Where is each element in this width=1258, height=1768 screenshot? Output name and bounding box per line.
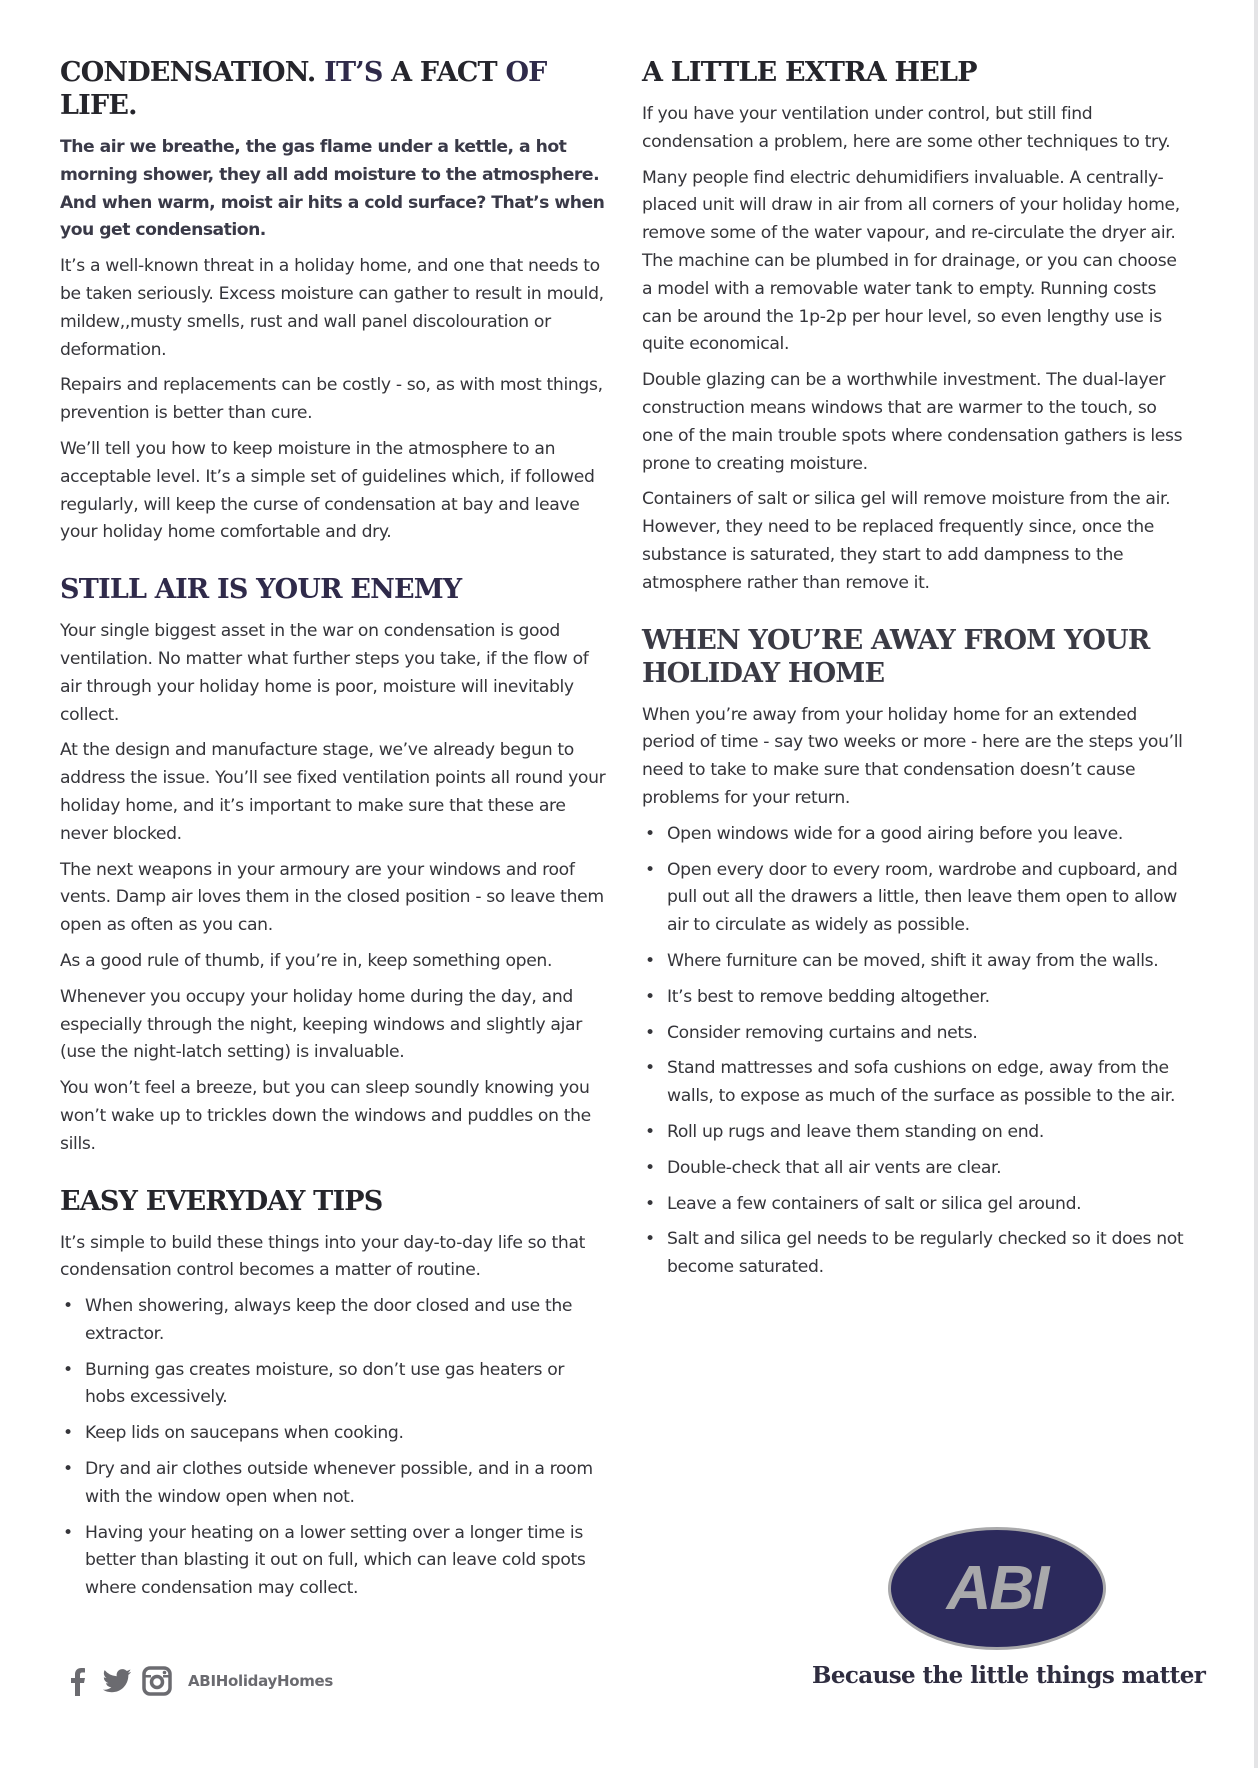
section-condensation-fact	[60, 56, 608, 547]
list-item: • Roll up rugs and leave them standing on end.	[642, 1119, 1190, 1147]
right-column	[642, 56, 1190, 1290]
list-item: • Stand mattresses and sofa cushions on edge, away from the walls, to expose as much of the surface as possible to the air.	[642, 1055, 1190, 1111]
bullet: •	[645, 859, 655, 880]
bullet: •	[645, 1022, 655, 1043]
paragraph: We’ll tell you how to keep moisture in the atmosphere to an acceptable level. It’s a simple set of guidelines which, if followed regularly, will keep the curse of condensation at bay and leave your holiday home comfortable and dry.	[60, 438, 595, 543]
list-item: • Burning gas creates moisture, so don’t use gas heaters or hobs excessively.	[60, 1357, 608, 1413]
instagram-icon[interactable]	[142, 1666, 172, 1696]
tagline: Because the little things matter	[812, 1662, 1206, 1689]
heading-condensation-fact: CONDENSATION. IT’S A FACT OF LIFE.	[60, 57, 547, 121]
bullet: •	[645, 823, 655, 844]
bullet: •	[63, 1423, 73, 1444]
page-edge	[1254, 0, 1258, 1768]
section-easy-tips	[60, 1185, 608, 1604]
heading-extra-help: A LITTLE EXTRA HELP	[642, 57, 977, 88]
bullet: •	[63, 1296, 73, 1317]
list-item: • Keep lids on saucepans when cooking.	[60, 1420, 608, 1448]
section-extra-help	[642, 56, 1190, 598]
bullet: •	[645, 1121, 655, 1142]
bullet: •	[63, 1522, 73, 1543]
abi-logo	[886, 1525, 1108, 1652]
bullet: •	[645, 1157, 655, 1178]
list-item: • Open windows wide for a good airing before you leave.	[642, 821, 1190, 849]
heading-away-from-home: WHEN YOU’RE AWAY FROM YOUR HOLIDAY HOME	[642, 624, 1150, 689]
social-handle[interactable]: ABIHolidayHomes	[188, 1672, 334, 1690]
list-item: • Double-check that all air vents are clear.	[642, 1155, 1190, 1183]
bullet: •	[645, 1058, 655, 1079]
heading-easy-tips: EASY EVERYDAY TIPS	[60, 1185, 383, 1217]
list-item: • Where furniture can be moved, shift it away from the walls.	[642, 948, 1190, 976]
twitter-icon[interactable]	[102, 1666, 132, 1696]
paragraph: Repairs and replacements can be costly - so, as with most things, prevention is better than cure.	[60, 375, 603, 424]
paragraph: At the design and manufacture stage, we’ve already begun to address the issue. You’ll see fixed ventilation points all round your holiday home, and it’s important to make sure that these are never blocked.	[60, 740, 606, 844]
section-still-air	[60, 573, 608, 1158]
list-item: • Salt and silica gel needs to be regularly checked so it does not become saturated.	[642, 1226, 1190, 1282]
list-item: • When showering, always keep the door closed and use the extractor.	[60, 1293, 608, 1349]
tips-list	[60, 1293, 608, 1603]
list-item: • Leave a few containers of salt or silica gel around.	[642, 1191, 1190, 1219]
paragraph: Your single biggest asset in the war on condensation is good ventilation. No matter what further steps you take, if the flow of air through your holiday home is poor, moisture will inevitably collect.	[60, 621, 589, 725]
list-item: • Consider removing curtains and nets.	[642, 1020, 1190, 1048]
paragraph: Whenever you occupy your holiday home during the day, and especially through the night, keeping windows and slightly ajar (use the night-latch setting) is invaluable.	[60, 986, 582, 1063]
bullet: •	[645, 950, 655, 971]
list-item: • Dry and air clothes outside whenever possible, and in a room with the window open when not.	[60, 1456, 608, 1512]
bullet: •	[645, 986, 655, 1007]
bullet: •	[63, 1359, 73, 1380]
svg-text:ABI: ABI	[946, 1554, 1048, 1623]
paragraph: Containers of salt or silica gel will remove moisture from the air. However, they need to be replaced frequently since, once the substance is saturated, they start to add dampness to the atmosphere rather than remove it.	[642, 489, 1171, 593]
social-links	[62, 1666, 333, 1696]
paragraph: Many people find electric dehumidifiers invaluable. A centrally-placed unit will draw in air from all corners of your holiday home, remove some of the water vapour, and re-circulate the dryer air. The machine can be plumbed in for drainage, or you can choose a model with a removable water tank to empty. Running costs can be around the 1p-2p per hour level, so even lengthy use is quite economical.	[642, 167, 1180, 355]
list-item: • Open every door to every room, wardrobe and cupboard, and pull out all the drawers a little, then leave them open to allow air to circulate as widely as possible.	[642, 857, 1190, 940]
paragraph: When you’re away from your holiday home for an extended period of time - say two weeks or more - here are the steps you’ll need to take to make sure that condensation doesn’t cause problems for your return.	[642, 704, 1183, 808]
list-item: • It’s best to remove bedding altogether.	[642, 984, 1190, 1012]
paragraph: It’s a well-known threat in a holiday home, and one that needs to be taken seriously. Excess moisture can gather to result in mould, mildew,,musty smells, rust and wall panel discolouration or deformation.	[60, 256, 604, 360]
section-away-from-home	[642, 624, 1190, 1282]
bullet: •	[645, 1229, 655, 1250]
facebook-icon[interactable]	[62, 1666, 92, 1696]
list-item: • Having your heating on a lower setting over a longer time is better than blasting it out on full, which can leave cold spots where condensation may collect.	[60, 1520, 608, 1603]
paragraph: If you have your ventilation under control, but still find condensation a problem, here are some other techniques to try.	[642, 104, 1171, 152]
paragraph: You won’t feel a breeze, but you can sleep soundly knowing you won’t wake up to trickles down the windows and puddles on the sills.	[60, 1078, 591, 1154]
paragraph: As a good rule of thumb, if you’re in, keep something open.	[60, 950, 553, 971]
paragraph: It’s simple to build these things into your day-to-day life so that condensation control becomes a matter of routine.	[60, 1232, 586, 1281]
bullet: •	[63, 1459, 73, 1480]
left-column	[60, 56, 608, 1611]
paragraph: Double glazing can be a worthwhile investment. The dual-layer construction means windows that are warmer to the touch, so one of the main trouble spots where condensation gathers is less prone to creating moisture.	[642, 370, 1183, 474]
bullet: •	[645, 1193, 655, 1214]
away-steps-list	[642, 821, 1190, 1282]
intro-paragraph: The air we breathe, the gas flame under a kettle, a hot morning shower, they all add moisture to the atmosphere. And when warm, moist air hits a cold surface? That’s when you get condensation.	[60, 137, 605, 241]
paragraph: The next weapons in your armoury are your windows and roof vents. Damp air loves them in the closed position - so leave them open as often as you can.	[60, 859, 604, 936]
heading-still-air: STILL AIR IS YOUR ENEMY	[60, 574, 462, 606]
